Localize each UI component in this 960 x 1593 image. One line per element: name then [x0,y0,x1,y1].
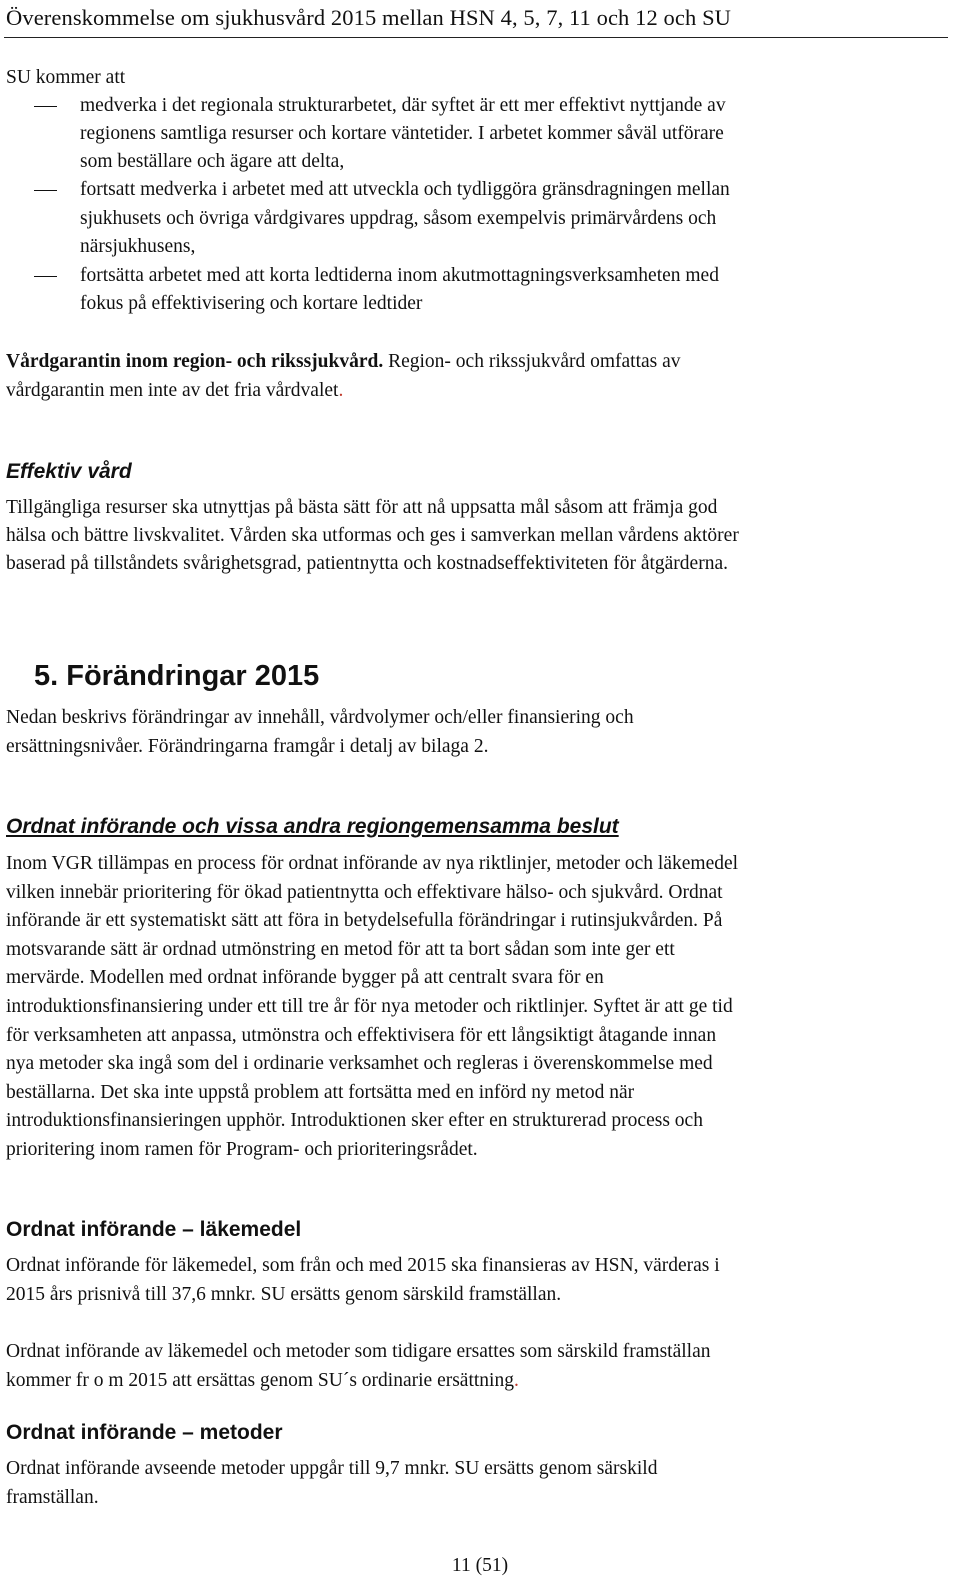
bullet-1-line-2: regionens samtliga resurser och kortare väntetider. I arbetet kommer såväl utförare [80,123,724,144]
bullet-1-line-1: medverka i det regionala strukturarbetet, där syftet är ett mer effektivt nyttjande av [80,95,726,116]
ordnat-line: motsvarande sätt är ordnad utmönstring en metod för att ta bort sådan som inte ger ett [6,938,675,960]
intro-text: SU kommer att [6,67,126,88]
page-header: Överenskommelse om sjukhusvård 2015 mellan HSN 4, 5, 7, 11 och 12 och SU [6,5,732,30]
dash-bullet-icon [34,276,57,277]
bullet-1-line-3: som beställare och ägare att delta, [80,151,345,172]
ordnat-line: beställarna. Det ska inte uppstå problem att fortsätta med en införd ny metod när [6,1081,635,1103]
lakemedel-p1-line-2: 2015 års prisnivå till 37,6 mnkr. SU ersätts genom särskild framställan. [6,1284,562,1305]
ordnat-heading: Ordnat införande och vissa andra regiongemensamma beslut [6,815,619,838]
section-5-heading: 5. Förändringar 2015 [34,660,320,692]
ordnat-line: vilken innebär prioritering för ökad patientnytta och effektivare hälso- och sjukvård. Ordnat [6,881,723,903]
ordnat-line: nya metoder ska ingå som del i ordinarie verksamhet och regleras i överenskommelse med [6,1053,713,1075]
vardgaranti-line-1 [6,348,681,377]
ordnat-line: introduktionsfinansieringen upphör. Introduktionen sker efter en strukturerad process och [6,1110,703,1132]
header-divider [4,37,948,38]
bullet-2-line-1: fortsatt medverka i arbetet med att utveckla och tydliggöra gränsdragningen mellan [80,179,730,200]
effektiv-line-3: baserad på tillståndets svårighetsgrad, patientnytta och kostnadseffektiviteten för åtgärderna. [6,553,728,574]
metoder-heading: Ordnat införande – metoder [6,1421,283,1444]
page-number: 11 (51) [451,1555,509,1576]
metoder-line-2: framställan. [6,1487,99,1508]
lakemedel-period: . [513,1370,519,1391]
dash-bullet-icon [34,190,57,191]
effektiv-line-1: Tillgängliga resurser ska utnyttjas på bästa sätt för att nå uppsatta mål såsom att främja god [6,497,718,518]
ordnat-line: introduktionsfinansiering under ett till tre år för nya metoder och riktlinjer. Syftet är att ge tid [6,995,733,1017]
ordnat-line: Inom VGR tillämpas en process för ordnat införande av nya riktlinjer, metoder och läkemedel [6,853,739,874]
metoder-line-1: Ordnat införande avseende metoder uppgår till 9,7 mnkr. SU ersätts genom särskild [6,1458,658,1479]
effektiv-line-2: hälsa och bättre livskvalitet. Vården ska utformas och ges i samverkan mellan vårdens aktörer [6,525,739,546]
effektiv-heading: Effektiv vård [6,460,132,483]
ordnat-line: prioritering inom ramen för Program- och prioriteringsrådet. [6,1138,478,1160]
ordnat-line: mervärde. Modellen med ordnat införande bygger på att centralt svara för en [6,967,604,989]
ordnat-line: införande är ett systematiskt sätt att föra in betydelsefulla förändringar i rutinsjukvården. På [6,910,723,932]
ordnat-paragraph [6,850,738,1165]
lakemedel-p1-line-1: Ordnat införande för läkemedel, som från och med 2015 ska finansieras av HSN, värderas i [6,1255,720,1276]
section-5-line-1: Nedan beskrivs förändringar av innehåll, vårdvolymer och/eller finansiering och [6,707,634,728]
lakemedel-p2-line-2: kommer fr o m 2015 att ersättas genom SU´s ordinarie ersättning. [6,1370,519,1391]
vardgaranti-rest: Region- och rikssjukvård omfattas av [383,351,681,372]
ordnat-line: för verksamheten att anpassa, utmönstra och effektivisera för ett långsiktigt åtagande innan [6,1024,717,1046]
bullet-3-line-1: fortsätta arbetet med att korta ledtiderna inom akutmottagningsverksamheten med [80,265,719,286]
vardgaranti-line-2: vårdgarantin men inte av det fria vårdvalet. [6,380,344,401]
lakemedel-heading: Ordnat införande – läkemedel [6,1218,302,1241]
vardgaranti-bold: Vårdgarantin inom region- och rikssjukvård. [6,351,384,372]
dash-bullet-icon [34,106,57,107]
bullet-2-line-2: sjukhusets och övriga vårdgivares uppdrag, såsom exempelvis primärvårdens och [80,208,717,229]
bullet-2-line-3: närsjukhusens, [80,236,196,257]
section-5-line-2: ersättningsnivåer. Förändringarna framgår i detalj av bilaga 2. [6,736,489,757]
lakemedel-p2-line-1: Ordnat införande av läkemedel och metoder som tidigare ersattes som särskild framställan [6,1341,711,1362]
bullet-3-line-2: fokus på effektivisering och kortare ledtider [80,293,423,314]
vardgaranti-period: . [338,380,344,401]
